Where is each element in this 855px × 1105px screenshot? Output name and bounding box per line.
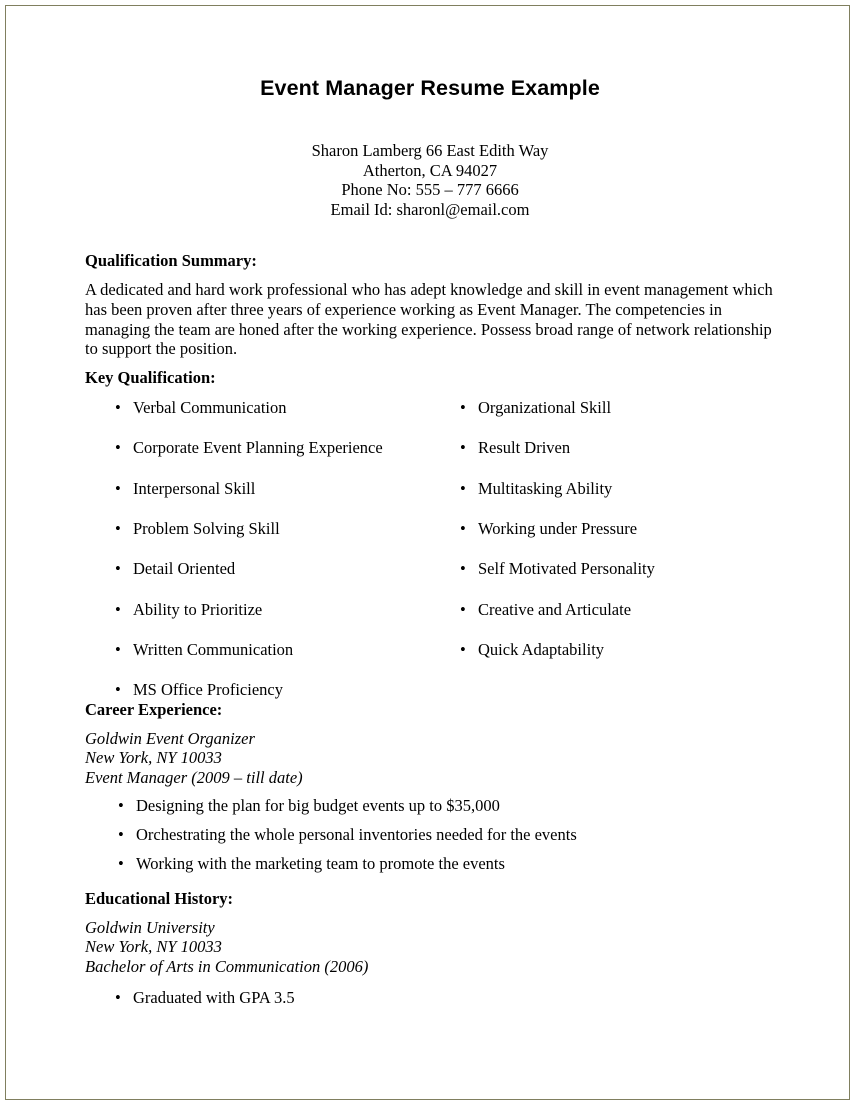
bullet-icon: • [118, 825, 124, 845]
key-qualification-heading: Key Qualification: [85, 368, 216, 388]
key-qualification-columns [85, 398, 775, 700]
list-item-label: Designing the plan for big budget events up to $35,000 [136, 796, 500, 816]
key-qualification-right-column [460, 398, 775, 680]
list-item [115, 640, 460, 680]
career-duties-list [118, 796, 775, 883]
list-item [460, 519, 775, 559]
list-item-label: Result Driven [478, 438, 571, 458]
bullet-icon: • [115, 438, 121, 458]
list-item [115, 988, 775, 1017]
list-item [460, 438, 775, 478]
bullet-icon: • [115, 559, 121, 579]
key-qualification-left-column [115, 398, 460, 720]
list-item [115, 438, 460, 478]
resume-content [85, 2, 775, 1017]
list-item [460, 479, 775, 519]
bullet-icon: • [115, 519, 121, 539]
education-institution: Goldwin University [85, 918, 215, 938]
bullet-icon: • [460, 438, 466, 458]
list-item [115, 479, 460, 519]
bullet-icon: • [460, 519, 466, 539]
list-item-label: Creative and Articulate [478, 599, 632, 619]
list-item-label: Organizational Skill [478, 398, 612, 418]
list-item-label: Verbal Communication [133, 398, 287, 418]
contact-name-street: Sharon Lamberg 66 East Edith Way [311, 141, 549, 160]
list-item-label: Orchestrating the whole personal inventories needed for the events [136, 825, 577, 845]
education-details [85, 918, 775, 976]
list-item [118, 854, 775, 883]
bullet-icon: • [460, 639, 466, 659]
career-location: New York, NY 10033 [85, 748, 222, 768]
career-role-dates: Event Manager (2009 – till date) [85, 767, 303, 787]
career-experience-details [85, 729, 775, 787]
bullet-icon: • [115, 599, 121, 619]
bullet-icon: • [115, 478, 121, 498]
list-item-label: Detail Oriented [133, 559, 236, 579]
list-item [115, 519, 460, 559]
list-item-label: Interpersonal Skill [133, 478, 256, 498]
list-item [115, 398, 460, 438]
list-item [118, 796, 775, 825]
educational-history-heading: Educational History: [85, 889, 234, 909]
bullet-icon: • [115, 987, 121, 1007]
list-item-label: Corporate Event Planning Experience [133, 438, 383, 458]
contact-block [85, 141, 775, 219]
qualification-summary-body: A dedicated and hard work professional who has adept knowledge and skill in event management which has been proven after three years of experience working as Event Manager. The competencies in managing the team are honed after the working experience. Possess broad range of network relationship to support the position. [85, 280, 773, 359]
contact-phone: Phone No: 555 – 777 6666 [341, 180, 519, 200]
list-item-label: Multitasking Ability [478, 478, 613, 498]
list-item-label: Ability to Prioritize [133, 599, 263, 619]
page-title: Event Manager Resume Example [260, 76, 600, 100]
bullet-icon: • [460, 559, 466, 579]
career-experience-heading: Career Experience: [85, 700, 223, 720]
career-employer: Goldwin Event Organizer [85, 729, 255, 749]
education-location: New York, NY 10033 [85, 937, 222, 957]
bullet-icon: • [118, 854, 124, 874]
qualification-summary-heading: Qualification Summary: [85, 251, 257, 271]
list-item [460, 640, 775, 680]
bullet-icon: • [118, 796, 124, 816]
contact-city-state-zip: Atherton, CA 94027 [362, 160, 498, 180]
contact-email: Email Id: sharonl@email.com [330, 199, 530, 219]
bullet-icon: • [460, 478, 466, 498]
bullet-icon: • [460, 398, 466, 418]
education-achievements-list [115, 988, 775, 1017]
list-item [115, 680, 460, 720]
list-item-label: Written Communication [133, 639, 294, 659]
bullet-icon: • [460, 599, 466, 619]
education-degree-year: Bachelor of Arts in Communication (2006) [85, 956, 369, 976]
list-item-label: Self Motivated Personality [478, 559, 655, 579]
list-item-label: Working with the marketing team to promote the events [136, 854, 505, 874]
list-item-label: Problem Solving Skill [133, 519, 280, 539]
list-item-label: MS Office Proficiency [133, 680, 283, 700]
list-item [460, 398, 775, 438]
bullet-icon: • [115, 639, 121, 659]
list-item-label: Working under Pressure [478, 519, 638, 539]
bullet-icon: • [115, 398, 121, 418]
bullet-icon: • [115, 680, 121, 700]
list-item [115, 559, 460, 599]
list-item [115, 600, 460, 640]
list-item [460, 600, 775, 640]
list-item [118, 825, 775, 854]
list-item-label: Graduated with GPA 3.5 [133, 987, 295, 1007]
list-item [460, 559, 775, 599]
list-item-label: Quick Adaptability [478, 639, 605, 659]
